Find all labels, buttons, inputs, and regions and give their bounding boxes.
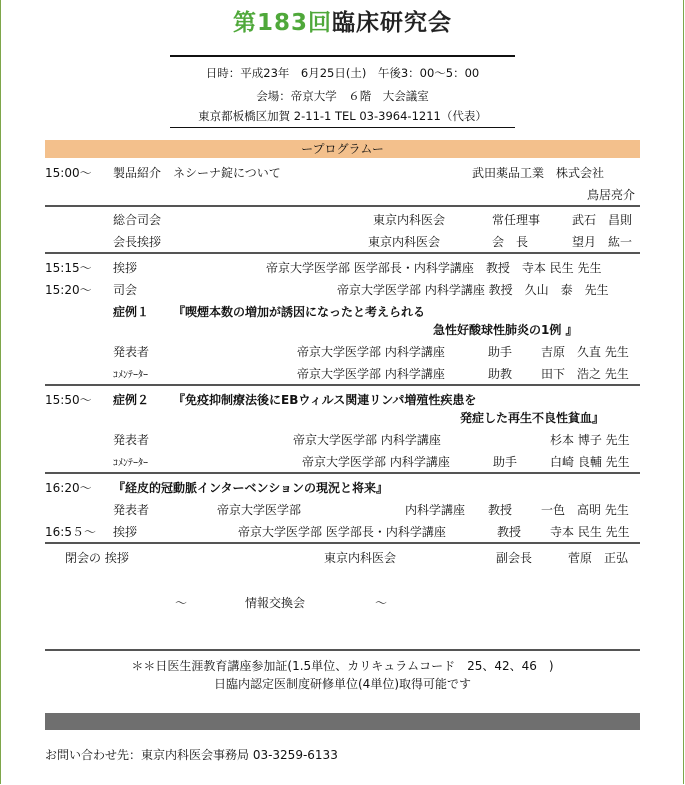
time-1500: 15:00〜 [45, 166, 92, 180]
role-commentator: ｺﾒﾝﾃｰﾀｰ [113, 370, 148, 381]
page-title [0, 4, 685, 37]
event-address: 東京都板橋区加賀 2-11-1 TEL 03-3964-1211（代表） [198, 109, 487, 123]
time-1550: 15:50〜 [45, 393, 92, 407]
role-moderator: 司会 [113, 283, 138, 297]
lecture-title: 『経皮的冠動脈インターベンションの現況と将来』 [113, 481, 388, 495]
case2-title-line1: 『免疫抑制療法後にEBウィルス関連リンパ増殖性疾患を [173, 393, 477, 407]
closing-name: 菅原 正弘 [568, 551, 629, 565]
time-1620: 16:20〜 [45, 481, 92, 495]
event-venue: 会場：帝京大学 ６階 大会議室 [256, 89, 429, 103]
commentator-name: 田下 浩之 先生 [541, 367, 629, 381]
role-greeting: 挨拶 [113, 261, 138, 275]
contact-info: お問い合わせ先：東京内科医会事務局 03-3259-6133 [45, 748, 338, 762]
presenter-affiliation: 帝京大学医学部 内科学講座 [293, 433, 441, 447]
divider [45, 472, 640, 474]
greeting-position: 教授 [497, 525, 522, 539]
time-1515: 15:15〜 [45, 261, 92, 275]
president-position: 会 長 [492, 235, 529, 249]
credit-note-2: 日臨内認定医制度研修単位(4単位)取得可能です [214, 677, 471, 691]
case2-label: 症例２ [113, 393, 150, 407]
role-greeting: 挨拶 [113, 525, 138, 539]
president-org: 東京内科医会 [368, 235, 441, 249]
commentator-affiliation: 帝京大学医学部 内科学講座 [302, 455, 450, 469]
chair-org: 東京内科医会 [373, 213, 446, 227]
role-product: 製品紹介 [113, 166, 162, 180]
commentator-name: 白崎 良輔 先生 [550, 455, 630, 469]
title-number: 第183回 [232, 10, 332, 36]
credit-note-1: ＊＊日医生涯教育講座参加証(1.5単位、カリキュラムコード 25、42、46 ) [131, 659, 554, 673]
time-1520: 15:20〜 [45, 283, 92, 297]
case2-title-line2: 発症した再生不良性貧血』 [460, 411, 605, 425]
header-rule-top [170, 55, 515, 57]
divider [45, 205, 640, 207]
greeting-affiliation: 帝京大学医学部 医学部長・内科学講座 [238, 525, 446, 539]
role-presenter: 発表者 [113, 345, 150, 359]
presenter-name: 杉本 博子 先生 [550, 433, 630, 447]
president-name: 望月 紘一 [572, 235, 633, 249]
lecturer-position: 教授 [488, 503, 513, 517]
role-presenter: 発表者 [113, 503, 150, 517]
header-rule-bottom [170, 127, 515, 128]
moderator-affiliation: 帝京大学医学部 内科学講座 教授 久山 泰 先生 [337, 283, 609, 297]
greeting-name: 寺本 民生 先生 [550, 525, 630, 539]
case1-title-line1: 『喫煙本数の増加が誘因になったと考えられる [173, 305, 426, 319]
role-presenter: 発表者 [113, 433, 150, 447]
program-banner: ープログラムー [45, 140, 640, 158]
time-1655: 16:5５〜 [45, 525, 96, 539]
presenter-name: 吉原 久直 先生 [541, 345, 629, 359]
commentator-affiliation: 帝京大学医学部 内科学講座 [297, 367, 445, 381]
social-tilde-left: 〜 [175, 596, 188, 610]
role-closing: 閉会の 挨拶 [65, 551, 129, 565]
social-label: 情報交換会 [245, 596, 306, 610]
closing-position: 副会長 [496, 551, 533, 565]
commentator-position: 助手 [493, 455, 518, 469]
chair-name: 武石 昌則 [572, 213, 633, 227]
case1-title-line2: 急性好酸球性肺炎の1例 』 [433, 323, 578, 337]
sponsor-org: 武田薬品工業 株式会社 [472, 166, 605, 180]
lecturer-dept: 内科学講座 [405, 503, 466, 517]
commentator-position: 助教 [488, 367, 513, 381]
greeting-affiliation: 帝京大学医学部 医学部長・内科学講座 教授 寺本 民生 先生 [266, 261, 602, 275]
role-chair: 総合司会 [113, 213, 162, 227]
divider [45, 384, 640, 386]
closing-org: 東京内科医会 [324, 551, 397, 565]
title-text: 臨床研究会 [332, 10, 452, 36]
product-title: ネシーナ錠について [173, 166, 281, 180]
presenter-affiliation: 帝京大学医学部 内科学講座 [297, 345, 445, 359]
lecturer-affiliation: 帝京大学医学部 [217, 503, 302, 517]
divider [45, 542, 640, 544]
role-president: 会長挨拶 [113, 235, 162, 249]
divider [45, 649, 640, 651]
footer-bar [45, 713, 640, 730]
chair-position: 常任理事 [492, 213, 541, 227]
presenter-position: 助手 [488, 345, 513, 359]
lecturer-name: 一色 高明 先生 [541, 503, 629, 517]
sponsor-person: 鳥居亮介 [587, 188, 636, 202]
divider [45, 252, 640, 254]
social-tilde-right: 〜 [375, 596, 388, 610]
event-datetime: 日時：平成23年 6月25日(土) 午後3：00〜5：00 [205, 66, 480, 80]
case1-label: 症例１ [113, 305, 150, 319]
role-commentator: ｺﾒﾝﾃｰﾀｰ [113, 458, 148, 469]
